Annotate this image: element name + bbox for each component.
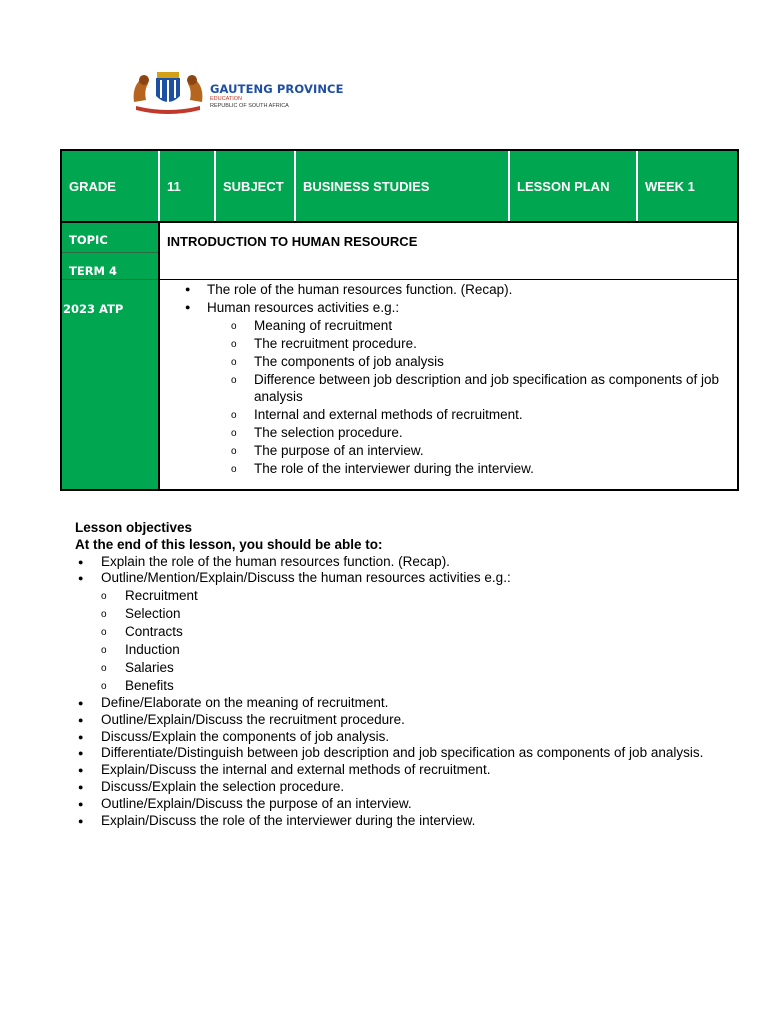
subject-value-cell	[296, 151, 508, 221]
gauteng-logo	[130, 66, 344, 114]
activity-item: o Induction	[75, 642, 715, 659]
topic-content-divider	[160, 279, 737, 280]
topic-label: TOPIC	[69, 233, 108, 247]
atp-subitem: o Difference between job description and job specification as components of job analysis	[160, 371, 730, 406]
objectives-heading: Lesson objectives	[75, 520, 193, 535]
week-cell	[638, 151, 737, 221]
term-atp-divider	[62, 279, 158, 280]
logo-country: REPUBLIC OF SOUTH AFRICA	[210, 102, 289, 109]
objective-item: ● Outline/Explain/Discuss the purpose of an interview.	[75, 796, 715, 813]
objective-item: ● Discuss/Explain the components of job analysis.	[75, 729, 715, 746]
activity-item: o Contracts	[75, 624, 715, 641]
activity-item: o Benefits	[75, 678, 715, 695]
atp-content	[160, 281, 730, 478]
atp-subitem: o The purpose of an interview.	[160, 442, 730, 460]
objectives-intro: At the end of this lesson, you should be able to:	[75, 536, 383, 552]
objective-item: ● Differentiate/Distinguish between job description and job specification as components of job analysis.	[75, 745, 715, 762]
activity-item: o Salaries	[75, 660, 715, 677]
grade-value: 11	[167, 178, 181, 194]
objective-item: ● Discuss/Explain the selection procedure.	[75, 779, 715, 796]
logo-title: GAUTENG PROVINCE	[210, 82, 344, 96]
atp-subitem: o The recruitment procedure.	[160, 335, 730, 353]
week-label: WEEK 1	[645, 178, 695, 194]
term-label: TERM 4	[69, 264, 118, 278]
objective-item: ● Explain/Discuss the role of the interviewer during the interview.	[75, 813, 715, 830]
grade-label: GRADE	[69, 178, 116, 194]
grade-value-cell	[160, 151, 214, 221]
objective-item: ● Explain/Discuss the internal and external methods of recruitment.	[75, 762, 715, 779]
lesson-objectives	[75, 520, 715, 829]
subject-label: SUBJECT	[223, 178, 284, 194]
topic-value: INTRODUCTION TO HUMAN RESOURCE	[167, 234, 418, 249]
lesson-plan-label: LESSON PLAN	[517, 178, 610, 194]
lesson-plan-table	[60, 149, 739, 491]
row-divider	[60, 221, 739, 223]
topic-term-divider	[62, 252, 158, 253]
atp-label: 2023 ATP	[63, 302, 124, 316]
subject-label-cell	[216, 151, 294, 221]
atp-item: ● Human resources activities e.g.:	[160, 299, 730, 317]
subject-value: BUSINESS STUDIES	[303, 178, 430, 194]
atp-subitem: o The components of job analysis	[160, 353, 730, 371]
left-label-column	[62, 223, 158, 489]
coat-of-arms-icon	[130, 66, 206, 114]
objective-item: ● Define/Elaborate on the meaning of recruitment.	[75, 695, 715, 712]
objective-item: ● Outline/Explain/Discuss the recruitment procedure.	[75, 712, 715, 729]
logo-education: EDUCATION	[210, 96, 242, 102]
activity-item: o Selection	[75, 606, 715, 623]
atp-subitem: o Internal and external methods of recruitment.	[160, 406, 730, 424]
atp-subitem: o The role of the interviewer during the interview.	[160, 460, 730, 478]
objective-item: ● Explain the role of the human resources function. (Recap).	[75, 554, 715, 571]
atp-subitem: o Meaning of recruitment	[160, 317, 730, 335]
activity-item: o Recruitment	[75, 588, 715, 605]
grade-label-cell	[62, 151, 158, 221]
objective-item: ● Outline/Mention/Explain/Discuss the human resources activities e.g.:	[75, 570, 715, 587]
atp-item: ● The role of the human resources function. (Recap).	[160, 281, 730, 299]
lesson-plan-cell	[510, 151, 636, 221]
atp-subitem: o The selection procedure.	[160, 424, 730, 442]
